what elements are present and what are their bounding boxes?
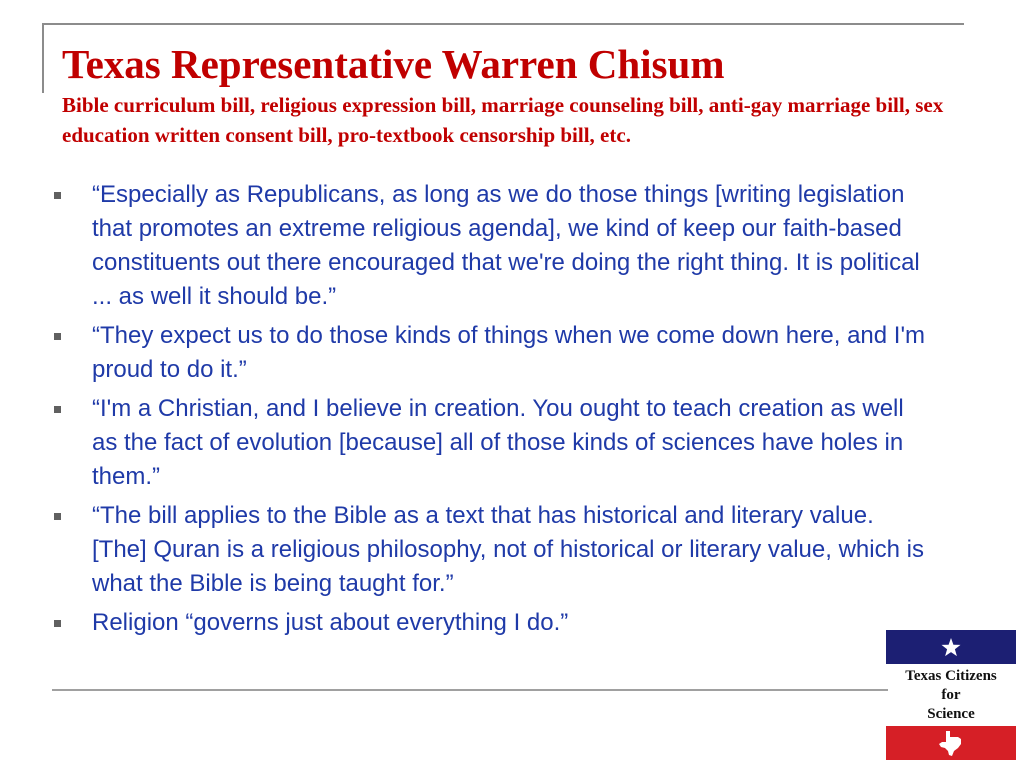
- quote-text: “I'm a Christian, and I believe in creation. You ought to teach creation as well as the fact of evolution [because] all of those kinds of sciences have holes in them.”: [92, 395, 904, 490]
- quote-item: [54, 392, 934, 494]
- bullet-square-icon: [54, 620, 61, 627]
- quote-text: “They expect us to do those kinds of things when we come down here, and I'm proud to do it.”: [92, 322, 926, 383]
- slide-title: Texas Representative Warren Chisum: [62, 41, 725, 87]
- quote-list: [54, 178, 934, 645]
- slide-frame-left-rule: [42, 23, 44, 93]
- logo-red-band: [886, 726, 1016, 760]
- quote-text: “Especially as Republicans, as long as we do those things [writing legislation that promotes an extreme religious agenda], we kind of keep our faith-based constituents out there encouraged that we're doing the right thing. It is political ... as well it should be.”: [92, 181, 920, 310]
- logo-line-2: for: [941, 686, 961, 703]
- quote-text: “The bill applies to the Bible as a text that has historical and literary value. [The] Quran is a religious philosophy, not of historical or literary value, which is what the Bible is being taught for.”: [92, 502, 924, 597]
- quote-text: Religion “governs just about everything I do.”: [92, 609, 569, 636]
- slide-frame-top-rule: [42, 23, 964, 25]
- slide-footer-rule: [52, 689, 888, 691]
- bullet-square-icon: [54, 513, 61, 520]
- texas-citizens-for-science-logo: [886, 630, 1016, 760]
- star-icon: [886, 630, 1016, 664]
- bullet-square-icon: [54, 192, 61, 199]
- logo-line-3: Science: [927, 705, 975, 722]
- bullet-square-icon: [54, 406, 61, 413]
- quote-item: [54, 178, 934, 314]
- quote-item: [54, 606, 934, 640]
- texas-map-icon: [886, 726, 1016, 760]
- quote-item: [54, 319, 934, 387]
- logo-line-1: Texas Citizens: [905, 667, 997, 684]
- slide-subtitle: Bible curriculum bill, religious expression bill, marriage counseling bill, anti-gay marriage bill, sex education written consent bill, pro-textbook censorship bill, etc.: [62, 93, 944, 147]
- quote-item: [54, 499, 934, 601]
- logo-text: [886, 664, 1016, 726]
- bullet-square-icon: [54, 333, 61, 340]
- logo-blue-band: [886, 630, 1016, 664]
